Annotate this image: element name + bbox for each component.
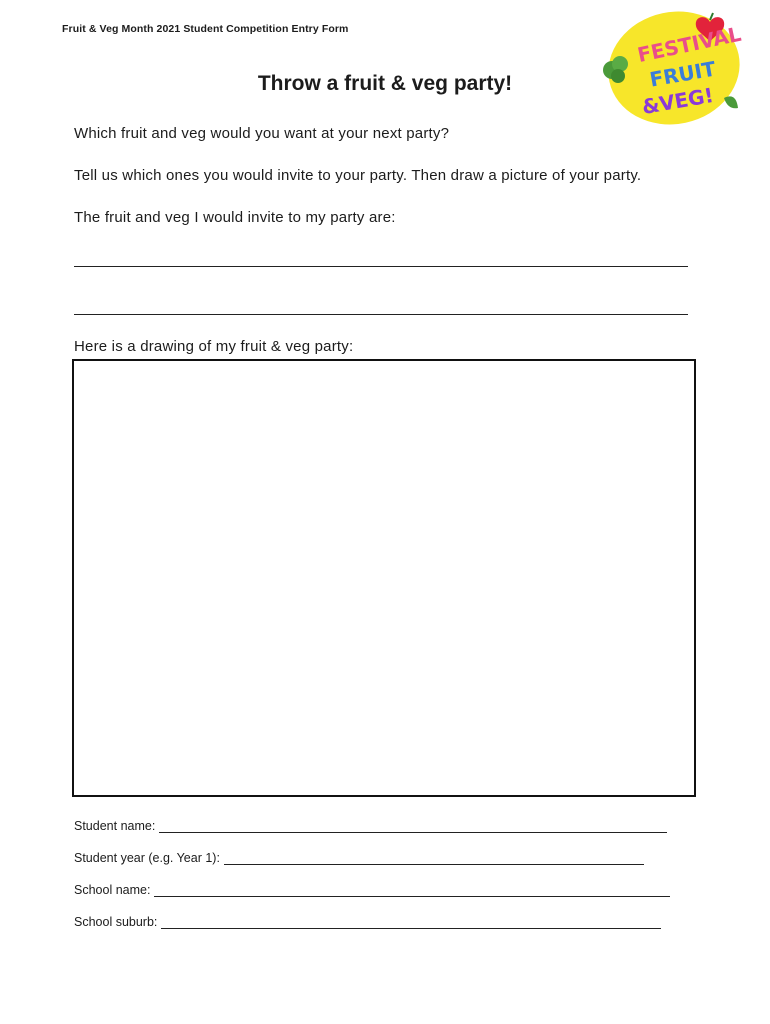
logo-text-festival: FESTIVAL [635, 21, 744, 68]
student-name-label: Student name: [74, 819, 156, 833]
form-header: Fruit & Veg Month 2021 Student Competition Entry Form [62, 23, 349, 35]
school-name-label: School name: [74, 883, 151, 897]
student-name-field[interactable] [74, 819, 667, 833]
student-year-line[interactable] [224, 853, 644, 865]
question-3: The fruit and veg I would invite to my party are: [74, 209, 396, 226]
student-year-label: Student year (e.g. Year 1): [74, 851, 220, 865]
school-name-line[interactable] [154, 885, 670, 897]
school-suburb-line[interactable] [161, 917, 661, 929]
logo-text-veg: &VEG! [640, 82, 716, 120]
question-2: Tell us which ones you would invite to your party. Then draw a picture of your party. [74, 167, 642, 184]
answer-line-2[interactable] [74, 314, 688, 315]
student-name-line[interactable] [159, 821, 667, 833]
page-title: Throw a fruit & veg party! [257, 72, 513, 95]
school-name-field[interactable] [74, 883, 670, 897]
drawing-box[interactable] [72, 359, 696, 797]
answer-line-1[interactable] [74, 266, 688, 267]
festival-fruit-veg-logo [598, 8, 744, 128]
school-suburb-label: School suburb: [74, 915, 158, 929]
school-suburb-field[interactable] [74, 915, 661, 929]
logo-text-fruit: FRUIT [647, 56, 718, 92]
drawing-label: Here is a drawing of my fruit & veg party: [74, 338, 354, 355]
question-1: Which fruit and veg would you want at your next party? [74, 125, 450, 142]
student-year-field[interactable] [74, 851, 644, 865]
